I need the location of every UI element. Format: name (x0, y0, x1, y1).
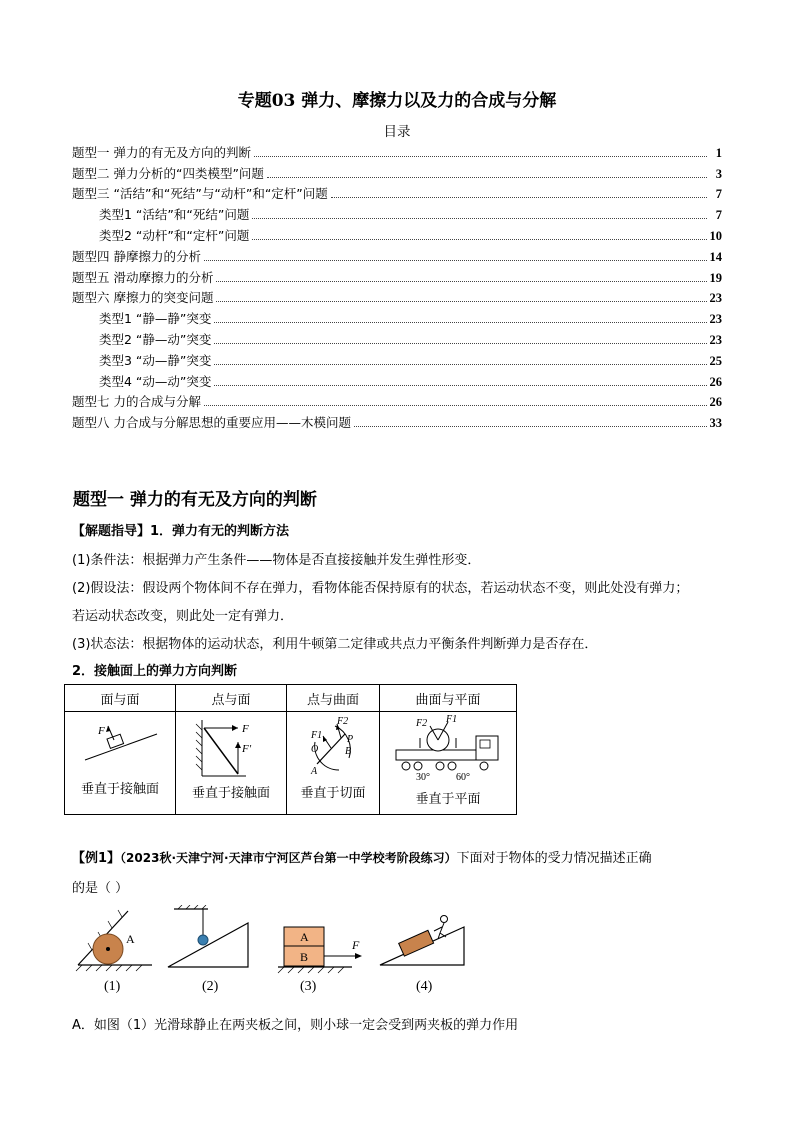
force-label: F (242, 723, 249, 735)
face-to-face-diagram (65, 712, 175, 772)
toc-page-number: 25 (709, 353, 722, 368)
toc-entry[interactable] (72, 161, 722, 182)
toc-entry[interactable] (72, 223, 722, 244)
point-to-curve-diagram (287, 712, 379, 778)
toc-entry-label: 类型3 “动—静”突变 (99, 352, 212, 368)
toc-page-number: 23 (709, 332, 722, 347)
section-title: 题型一 弹力的有无及方向的判断 (73, 490, 317, 510)
toc-entry[interactable] (72, 182, 722, 203)
toc-entry-label: 题型三 “活结”和“死结”与“动杆”和“定杆”问题 (72, 186, 328, 202)
option-a: A．如图（1）光滑球静止在两夹板之间，则小球一定会受到两夹板的弹力作用 (72, 1018, 519, 1033)
toc-entry[interactable] (72, 265, 722, 286)
example-question: 下面对于物体的受力情况描述正确 (456, 851, 652, 866)
figure-2 (158, 905, 262, 975)
toc-leader-dots (216, 281, 706, 282)
toc-leader-dots (354, 426, 707, 427)
cell-caption: 垂直于平面 (415, 792, 481, 807)
example-figures (72, 905, 482, 1005)
toc-entry-label: 类型2 “动杆”和“定杆”问题 (99, 227, 250, 243)
table-header: 点与曲面 (287, 685, 380, 712)
table-cell-point-face (176, 712, 287, 815)
table-header: 点与面 (176, 685, 287, 712)
toc-page-number: 7 (715, 208, 722, 223)
block-b-label: B (300, 950, 309, 964)
toc-leader-dots (214, 364, 706, 365)
toc-entry-label: 题型五 滑动摩擦力的分析 (72, 269, 214, 285)
table-cell-point-curve (287, 712, 380, 815)
toc-heading: 目录 (383, 124, 411, 140)
toc-entry-label: 类型4 “动—动”突变 (99, 373, 212, 389)
toc-page-number: 26 (709, 374, 722, 389)
subheading-direction: 2．接触面上的弹力方向判断 (72, 664, 238, 679)
toc-entry-label: 题型四 静摩擦力的分析 (72, 248, 201, 264)
toc-entry[interactable] (72, 286, 722, 307)
toc-entry[interactable] (72, 244, 722, 265)
example-1-line-1 (72, 847, 652, 866)
toc-page-number: 7 (715, 187, 722, 202)
method-state: (3)状态法：根据物体的运动状态，利用牛顿第二定律或共点力平衡条件判断弹力是否存在． (72, 637, 598, 652)
curve-to-plane-diagram (380, 712, 516, 784)
toc-page-number: 23 (709, 291, 722, 306)
force-label: F (352, 938, 360, 952)
figure-caption: (2) (202, 979, 219, 994)
force-label: F (98, 725, 105, 737)
figure-caption: (1) (104, 979, 121, 994)
toc-page-number: 19 (709, 270, 722, 285)
toc-entry[interactable] (72, 306, 722, 327)
toc-leader-dots (204, 260, 707, 261)
table-of-contents (72, 140, 722, 431)
toc-entry-label: 题型七 力的合成与分解 (72, 394, 201, 410)
toc-page-number: 14 (709, 249, 722, 264)
toc-leader-dots (254, 156, 707, 157)
cell-caption: 垂直于切面 (300, 786, 366, 801)
toc-entry[interactable] (72, 140, 722, 161)
example-label: 【例1】 (72, 851, 121, 866)
block-a-label: A (300, 930, 309, 944)
figure-1 (72, 905, 158, 975)
method-assumption: (2)假设法：假设两个物体间不存在弹力，看物体能否保持原有的状态，若运动状态不变，则此处没有弹力； (72, 581, 689, 596)
toc-page-number: 26 (709, 395, 722, 410)
page-title: 专题03 弹力、摩擦力以及力的合成与分解 (237, 91, 557, 111)
toc-entry-label: 题型八 力合成与分解思想的重要应用——木模问题 (72, 415, 351, 431)
ball-label: A (126, 932, 135, 946)
f1-label: F1 (446, 714, 458, 725)
toc-leader-dots (214, 385, 706, 386)
toc-entry[interactable] (72, 202, 722, 223)
table-cell-curve-plane (380, 712, 517, 815)
toc-entry-label: 题型一 弹力的有无及方向的判断 (72, 144, 251, 160)
toc-page-number: 23 (709, 312, 722, 327)
figure-3 (272, 905, 376, 975)
guide-label: 【解题指导】1．弹力有无的判断方法 (72, 524, 290, 539)
table-header: 面与面 (65, 685, 176, 712)
p-label: P (347, 734, 354, 745)
b-label: B (345, 746, 352, 757)
cell-caption: 垂直于接触面 (80, 782, 159, 797)
toc-leader-dots (267, 177, 707, 178)
toc-leader-dots (252, 239, 706, 240)
toc-page-number: 3 (715, 166, 722, 181)
point-to-face-diagram (176, 712, 286, 782)
toc-leader-dots (331, 197, 707, 198)
o-label: O (311, 744, 319, 755)
toc-entry-label: 类型2 “静—动”突变 (99, 331, 212, 347)
toc-page-number: 1 (715, 145, 722, 160)
force-prime-label: F′ (242, 743, 252, 755)
f2-label: F2 (416, 718, 428, 729)
toc-entry[interactable] (72, 348, 722, 369)
example-source: （2023秋·天津宁河·天津市宁河区芦台第一中学校考阶段练习） (120, 851, 457, 865)
figure-caption: (3) (300, 979, 317, 994)
cell-caption: 垂直于接触面 (191, 786, 270, 801)
toc-page-number: 33 (709, 416, 722, 431)
toc-leader-dots (204, 405, 707, 406)
example-1-line-2: 的是（ ） (72, 881, 129, 896)
angle-30-label: 30° (416, 772, 430, 783)
toc-entry-label: 题型二 弹力分析的“四类模型”问题 (72, 165, 264, 181)
a-label: A (311, 766, 318, 777)
angle-60-label: 60° (456, 772, 470, 783)
toc-entry[interactable] (72, 410, 722, 431)
toc-leader-dots (216, 301, 706, 302)
direction-table (64, 684, 517, 815)
figure-4 (376, 905, 476, 975)
table-cell-face (65, 712, 176, 815)
f2-label: F2 (337, 716, 349, 727)
toc-leader-dots (214, 322, 706, 323)
method-assumption-cont: 若运动状态改变，则此处一定有弹力． (72, 609, 294, 624)
toc-entry[interactable] (72, 369, 722, 390)
f1-label: F1 (311, 730, 323, 741)
method-condition: (1)条件法：根据弹力产生条件——物体是否直接接触并发生弹性形变． (72, 553, 481, 568)
toc-leader-dots (214, 343, 706, 344)
figure-caption: (4) (416, 979, 433, 994)
toc-entry-label: 类型1 “活结”和“死结”问题 (99, 207, 250, 223)
table-header: 曲面与平面 (380, 685, 517, 712)
guide-heading (72, 520, 289, 539)
toc-entry-label: 题型六 摩擦力的突变问题 (72, 290, 214, 306)
toc-entry[interactable] (72, 390, 722, 411)
toc-entry[interactable] (72, 327, 722, 348)
toc-leader-dots (252, 218, 707, 219)
toc-entry-label: 类型1 “静—静”突变 (99, 311, 212, 327)
toc-page-number: 10 (709, 228, 722, 243)
